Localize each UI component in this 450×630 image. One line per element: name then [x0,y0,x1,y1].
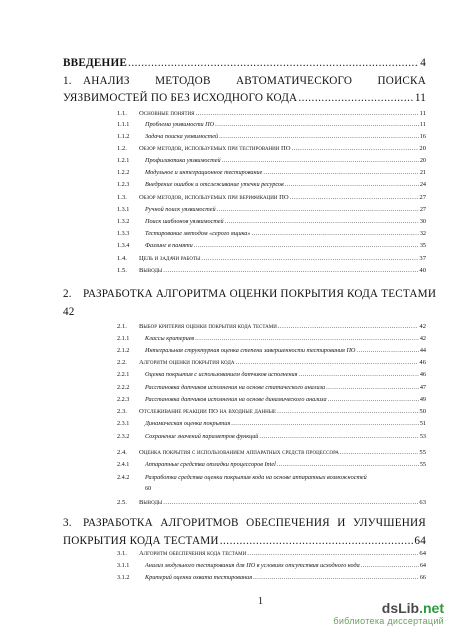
toc-entry-title: Критерий оценки охвата тестирования [145,574,253,581]
toc-entry-page: 42 [419,323,426,330]
toc-entry-leader [247,551,418,558]
toc-entry-title: Расстановка датчиков исполнения на основе динамического анализа [145,396,327,403]
toc-entry-page: 32 [419,230,426,237]
toc-entry-title: Цель и задачи работы [139,255,201,262]
toc-entry-page: 27 [419,194,426,201]
toc-entry-title: Расстановка датчиков исполнения на основе статического анализа [145,384,326,391]
toc-entry[interactable] [117,243,426,255]
toc-entry-page: 27 [419,206,426,213]
toc-entry-number: 1.3.2 [117,218,130,225]
toc-entry-number: 2.1.1 [117,335,130,342]
toc-entry-number: 2.3. [117,408,127,415]
toc-entry-number: 2.4.1 [117,461,130,468]
toc-entry-page: 64 [419,550,426,557]
toc-entry-page: 63 [419,499,426,506]
toc-entry-leader [328,397,419,403]
toc-entry-title: Тестирование методом «серого ящика» [145,230,251,237]
toc-entry-number: 1.2.3 [117,181,130,188]
toc-entry-title: Алгоритм обеспечения кода тестами [139,550,247,557]
toc-entry-page: 21 [419,169,426,176]
toc-entry-number: 2.2. [117,359,127,366]
toc-entry-title: ВВЕДЕНИЕ [63,57,128,69]
toc-entry-title: Выбор критерия оценки покрытия кода тестами [139,323,277,330]
toc-entry[interactable] [117,182,426,194]
toc-entry[interactable] [117,462,426,474]
toc-entry[interactable] [117,256,426,268]
toc-entry-leader [340,450,419,457]
toc-entry-number: 2.5. [117,499,127,506]
toc-entry-page: 64 [414,535,426,547]
toc-entry-leader [222,158,419,164]
toc-entry[interactable] [63,518,426,530]
toc-entry-page: 49 [419,396,426,403]
toc-entry-page: 47 [419,384,426,391]
toc-entry-title: 42 [63,306,75,318]
toc-entry-number: 2.4. [117,449,127,456]
toc-entry-page: 51 [419,420,426,427]
toc-entry-page: 46 [419,371,426,378]
toc-entry-leader [215,122,419,128]
toc-entry-title: УЯЗВИМОСТЕЙ ПО БЕЗ ИСХОДНОГО КОДА [63,92,298,104]
toc-entry[interactable] [63,536,426,548]
toc-entry-leader [263,170,418,176]
toc-entry-number: 1.2. [117,145,127,152]
toc-entry-number: 2.4.2 [117,474,130,481]
toc-entry-leader [235,360,418,367]
toc-entry-number: 2.2.3 [117,396,130,403]
toc-entry-number: 1.1. [117,110,127,117]
page-number: 1 [258,596,263,607]
toc-entry-leader [196,111,419,118]
toc-entry-title: АНАЛИЗ МЕТОДОВ АВТОМАТИЧЕСКОГО ПОИСКА [83,75,426,87]
watermark-logo-main: dsLib [381,600,420,616]
toc-entry[interactable] [117,500,426,512]
toc-entry-leader [277,409,418,416]
toc-entry-title: РАЗРАБОТКА АЛГОРИТМА ОЦЕНКИ ПОКРЫТИЯ КОДА ТЕСТАМИ [83,288,437,300]
toc-entry-leader [361,563,419,569]
watermark-logo-tld: .net [419,600,444,616]
toc-entry-title: Оценка покрытия с использованием аппаратных средств процессора [139,449,339,456]
toc-entry-title: Обзор методов, используемых при тестировании ПО [139,145,291,152]
toc-entry[interactable] [63,288,437,301]
toc-entry-leader [278,324,419,331]
toc-entry-leader [201,256,418,263]
toc-entry-number: 1. [63,75,72,87]
toc-entry-title: Проблема уязвимости ПО [145,121,215,128]
watermark[interactable] [333,600,444,626]
toc-entry-page: 66 [419,574,426,581]
toc-entry-title: Алгоритм оценки покрытия кода [139,359,235,366]
toc-entry-leader [285,182,419,188]
toc-entry-leader [163,500,418,507]
toc-entry-leader [299,372,419,378]
toc-entry-number: 2.3.1 [117,420,130,427]
toc-entry-title: Основные понятия [139,110,195,117]
toc-entry-page: 24 [419,181,426,188]
toc-entry[interactable] [63,58,426,70]
toc-entry-leader [251,231,418,237]
toc-entry-number: 2.1. [117,323,127,330]
toc-entry-title: Поиск шаблонов уязвимостей [145,218,224,225]
toc-entry-page: 55 [419,461,426,468]
toc-entry-title: Динамическая оценка покрытия [145,420,231,427]
toc-entry-title: Выводы [139,267,163,274]
toc-entry-page: 50 [419,408,426,415]
toc-entry-number: 2.1.2 [117,347,130,354]
toc-entry-page: 20 [419,157,426,164]
toc-entry-number: 3.1.1 [117,562,130,569]
toc-entry-number: 1.3.4 [117,242,130,249]
toc-entry-title: Задача поиска уязвимостей [145,133,219,140]
toc-entry-number: 2.3.2 [117,433,130,440]
toc-entry[interactable] [117,421,426,433]
toc-entry[interactable] [117,434,426,446]
toc-entry-page: 11 [419,110,426,117]
toc-entry-number: 3.1. [117,550,127,557]
toc-entry-page: 16 [419,133,426,140]
toc-entry-page: 40 [419,267,426,274]
toc-entry-title: Модульное и интеграционное тестирование [145,169,263,176]
toc-entry-number: 2. [63,288,72,300]
toc-entry-leader [290,195,419,202]
toc-entry[interactable] [117,268,426,280]
toc-entry-leader [298,93,413,104]
toc-entry-leader [292,146,419,153]
toc-entry[interactable] [63,76,426,88]
toc-entry-leader [194,243,419,249]
toc-entry-page: 64 [419,562,426,569]
toc-entry-number: 1.2.1 [117,157,130,164]
toc-entry-number: 2.2.1 [117,371,130,378]
toc-entry-page: 11 [414,92,426,104]
toc-entry-page: 46 [419,359,426,366]
toc-entry-title: Фаззинг в памяти [145,242,193,249]
toc-entry-title: Интегральная структурная оценка степени завершенности тестирования ПО [145,347,356,354]
toc-entry-title: Выводы [139,499,163,506]
toc-entry-leader [220,536,414,547]
toc-entry-number: 1.3.1 [117,206,130,213]
toc-entry-number: 3.1.2 [117,574,130,581]
toc-entry-title: Аппаратные средства отладки процессоров Intel [145,461,276,468]
toc-entry-leader [195,336,419,342]
toc-entry-page: 55 [419,449,426,456]
toc-entry[interactable] [117,575,426,587]
toc-entry-page: 11 [420,121,426,128]
watermark-logo[interactable] [333,600,444,616]
toc-entry[interactable] [117,372,426,384]
toc-entry-title: Сохранение значений параметров функций [145,433,259,440]
toc-entry-page: 30 [419,218,426,225]
toc-entry-title: Внедрение ошибок и отслеживание утечки ресурсов [145,181,284,188]
toc-entry-leader [277,462,419,468]
toc-entry-page: 37 [419,255,426,262]
toc-entry-title: Отслеживание реакции ПО на входные данные [139,408,277,415]
toc-entry-page: 53 [419,433,426,440]
toc-entry-page: 44 [419,347,426,354]
toc-entry-title: РАЗРАБОТКА АЛГОРИТМОВ ОБЕСПЕЧЕНИЯ И УЛУЧШЕНИЯ [83,517,426,529]
toc-entry-number: 1.4. [117,255,127,262]
toc-entry-leader [253,575,419,581]
toc-entry-leader [225,219,419,225]
toc-entry-leader [259,434,418,440]
toc-entry-leader [231,421,419,427]
toc-entry-number: 1.3. [117,194,127,201]
toc-entry-title: ПОКРЫТИЯ КОДА ТЕСТАМИ [63,535,219,547]
toc-entry-leader [217,207,419,213]
watermark-subtitle: библиотека диссертаций [333,616,444,626]
toc-entry-number: 1.3.3 [117,230,130,237]
toc-entry-number: 1.1.2 [117,133,130,140]
toc-entry-page: 4 [420,57,426,69]
toc-entry-leader [326,385,419,391]
toc-entry-title: Ручной поиск уязвимостей [145,206,216,213]
toc-entry[interactable] [63,307,426,319]
toc-entry-number: 1.5. [117,267,127,274]
toc-entry-title: Профилактика уязвимостей [145,157,221,164]
toc-entry-leader [219,134,419,140]
toc-entry-page: 20 [419,145,426,152]
toc-entry-title: Обзор методов, используемых при верификации ПО [139,194,289,201]
toc-entry-page: 35 [419,242,426,249]
toc-entry-number: 2.2.2 [117,384,130,391]
toc-entry-number: 1.2.2 [117,169,130,176]
toc-entry-title: Разработка средства оценки покрытия кода на основе аппаратных возможностей [145,474,367,481]
toc-entry-page: 42 [419,335,426,342]
toc-entry-title: Оценка покрытия с использованием датчиков исполнения [145,371,298,378]
toc-entry-number: 3. [63,517,72,529]
toc-entry-number: 1.1.1 [117,121,130,128]
toc-entry[interactable] [63,93,426,105]
toc-entry-leader [356,348,418,354]
toc-entry-title: 60 [145,485,152,492]
toc-entry-title: Классы критериев [145,335,195,342]
toc-entry-title: Анализ модульного тестирования для ПО в условиях отсутствия исходного кода [145,562,360,569]
toc-entry-leader [163,268,418,275]
toc-entry[interactable] [145,486,426,498]
toc-entry-leader [128,58,419,69]
